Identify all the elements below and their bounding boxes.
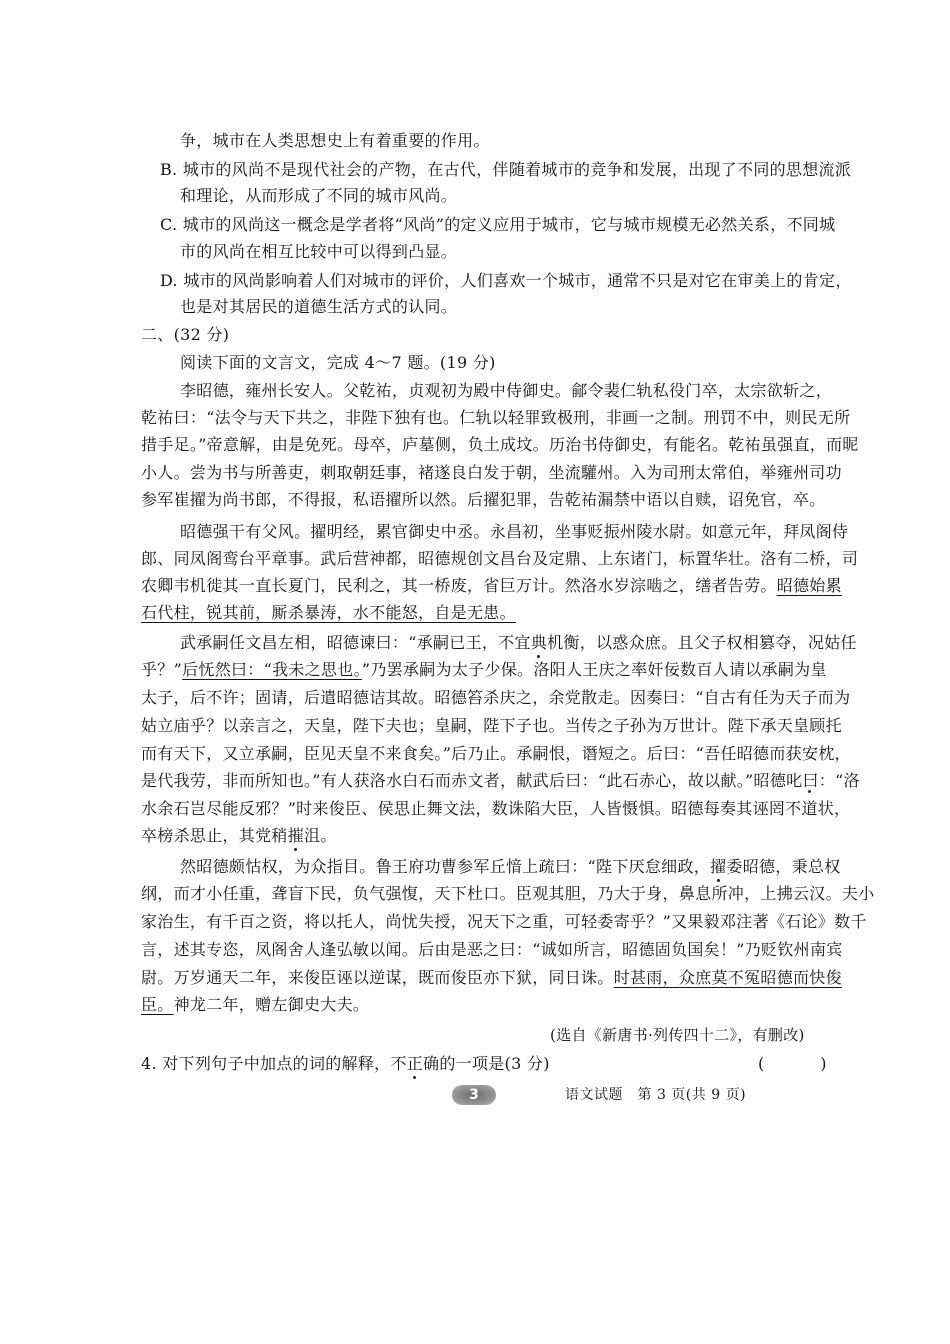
option-b-line-2: 和理论，从而形成了不同的城市风尚。 <box>180 186 458 205</box>
passage-source: (选自《新唐书·列传四十二》，有删改) <box>550 1026 805 1044</box>
p4-l1-text-b: 委昭德，秉总权 <box>726 857 841 876</box>
page-number-badge: 3 <box>452 1085 496 1105</box>
passage-p4-line-2: 纲，而才小任重，聋盲下民，负气强愎，天下杜口。臣观其胆，乃大于身，鼻息所冲，上拂云汉。夫小 <box>141 884 875 903</box>
underlined-sentence-1a: 昭德始累 <box>776 576 842 595</box>
margin-mark <box>808 790 811 793</box>
passage-p3-line-7: 水余石岂尽能反邪？”时来俊臣、侯思止舞文法，数诛陷大臣，人皆慑惧。昭德每奏其诬罔不道状， <box>141 799 851 818</box>
underlined-sentence-3a: 时甚雨，众庶莫不冤昭德而快俊 <box>613 968 842 987</box>
passage-p2-line-4 <box>141 603 516 623</box>
p3-l2-text-a: 乎？” <box>141 660 183 679</box>
underlined-sentence-1b: 石代柱，锐其前，厮杀暴涛，水不能怒，自是无患。 <box>141 603 516 622</box>
p4-l1-text-a: 然昭德颇怙权，为众指目。鲁王府功曹参军丘愔上疏曰：“陛下厌怠细政， <box>180 857 711 876</box>
p3-l8-text-b: 沮。 <box>304 826 337 845</box>
passage-p1-line-3: 措手足。”帝意解，由是免死。母卒，庐墓侧，负土成坟。历治书侍御史，有能名。乾祐虽强直，而昵 <box>141 435 859 454</box>
answer-blank[interactable]: ( ) <box>758 1054 847 1073</box>
passage-p4-line-4: 言，述其专恣，凤阁舍人逢弘敏以闻。后由是恶之曰：“诚如所言，昭德固负国矣！”乃贬钦州南宾 <box>141 940 843 959</box>
dotted-word-dian: 典 <box>530 633 548 652</box>
dotted-word-cui: 摧 <box>287 826 305 845</box>
underlined-sentence-3b: 臣。 <box>141 995 174 1014</box>
p3-l8-text-a: 卒榜杀思止，其党稍 <box>141 826 288 845</box>
passage-p3-line-3: 太子，后不许；固请，后遣昭德诘其故。昭德笞杀庆之，余党散走。因奏曰：“自古有任为天子而为 <box>141 688 851 707</box>
p4-l6-text-b: 神龙二年，赠左御史大夫。 <box>173 995 370 1014</box>
passage-p2-line-1: 昭德强干有父风。擢明经，累官御史中丞。永昌初，坐事贬振州陵水尉。如意元年，拜凤阁侍 <box>180 522 849 541</box>
underlined-sentence-2: 后怃然曰：“我未之思也。 <box>182 660 362 679</box>
passage-p3-line-2 <box>141 660 827 680</box>
dotted-word-zhuo: 擢 <box>710 857 727 876</box>
option-d-line-2: 也是对其居民的道德生活方式的认同。 <box>180 297 458 316</box>
question-4-emphasis: 不正确 <box>390 1054 440 1073</box>
question-4-prefix: 4. 对下列句子中加点的词的解释， <box>141 1054 391 1073</box>
question-4-suffix: 的一项是(3 分) <box>439 1054 550 1073</box>
passage-p4-line-5 <box>141 968 842 988</box>
passage-p2-line-3 <box>141 576 842 596</box>
passage-p3-line-5: 而有天下，又立承嗣，臣见天皇不来食矣。”后乃止。承嗣恨，谮短之。后曰：“吾任昭德而获安枕， <box>141 744 851 763</box>
passage-p4-line-1 <box>180 857 841 877</box>
section-heading: 二、(32 分) <box>141 325 230 344</box>
passage-p2-line-3-text: 农卿韦机徙其一直长夏门，民利之，其一桥废，省巨万计。然洛水岁淙啮之，缮者告劳。 <box>141 576 777 595</box>
option-b-line-1: B. 城市的风尚不是现代社会的产物，在古代，伴随着城市的竞争和发展，出现了不同的思想流派 <box>160 160 852 179</box>
p3-l1-text-b: 机衡，以惑众庶。且父子权相篡夺，况姑任 <box>547 633 857 652</box>
passage-p3-line-8 <box>141 826 337 846</box>
p4-l5-text-a: 尉。万岁通天二年，来俊臣诬以逆谋，既而俊臣亦下狱，同日诛。 <box>141 968 614 987</box>
section-instruction: 阅读下面的文言文，完成 4～7 题。(19 分) <box>180 353 496 372</box>
passage-p3-line-4: 姑立庙乎？以亲言之，天皇，陛下夫也；皇嗣，陛下子也。当传之子孙为万世计。陛下承天皇顾托 <box>141 716 842 735</box>
option-c-line-2: 市的风尚在相互比较中可以得到凸显。 <box>180 242 458 261</box>
option-a-continuation: 争，城市在人类思想史上有着重要的作用。 <box>180 131 490 150</box>
passage-p2-line-2: 郎、同凤阁鸾台平章事。武后营神都，昭德规创文昌台及定鼎、上东诸门，标置华壮。洛有二桥，司 <box>141 549 859 568</box>
passage-p3-line-1 <box>180 633 857 653</box>
passage-p1-line-4: 小人。尝为书与所善吏，刺取朝廷事，褚遂良白发于朝，坐流驩州。入为司刑太常伯，举雍州司功 <box>141 463 842 482</box>
passage-p1-line-5: 参军崔擢为尚书郎，不得报，私语擢所以然。后擢犯罪，告乾祐漏禁中语以自赎，诏免官，卒。 <box>141 490 826 509</box>
question-4 <box>141 1054 550 1074</box>
p3-l2-text-b: ”乃罢承嗣为太子少保。洛阳人王庆之率奸佞数百人请以承嗣为皇 <box>361 660 827 679</box>
passage-p4-line-6 <box>141 995 369 1015</box>
passage-p3-line-6: 是代我劳，非而所知也。”有人获洛水白石而赤文者，献武后曰：“此石赤心，故以献。”昭德叱曰：“洛 <box>141 771 860 790</box>
passage-p4-line-3: 家治生，有千百之资，将以托人，尚忧失授，况天下之重，可轻委寄乎？”又果毅邓注著《石论》数千 <box>141 912 867 931</box>
footer-label: 语文试题 第 3 页(共 9 页) <box>565 1087 747 1103</box>
option-c-line-1: C. 城市的风尚这一概念是学者将“风尚”的定义应用于城市，它与城市规模无必然关系，不同城 <box>160 215 836 234</box>
p3-l1-text-a: 武承嗣任文昌左相，昭德谏曰：“承嗣已王，不宜 <box>180 633 531 652</box>
passage-p1-line-2: 乾祐曰：“法令与天下共之，非陛下独有也。仁轨以轻罪致极刑，非画一之制。刑罚不中，则民无所 <box>141 408 851 427</box>
option-d-line-1: D. 城市的风尚影响着人们对城市的评价，人们喜欢一个城市，通常不只是对它在审美上的肯定， <box>160 271 852 290</box>
passage-p1-line-1: 李昭德，雍州长安人。父乾祐，贞观初为殿中侍御史。鄃令裴仁轨私役门卒，太宗欲斩之， <box>180 381 833 400</box>
